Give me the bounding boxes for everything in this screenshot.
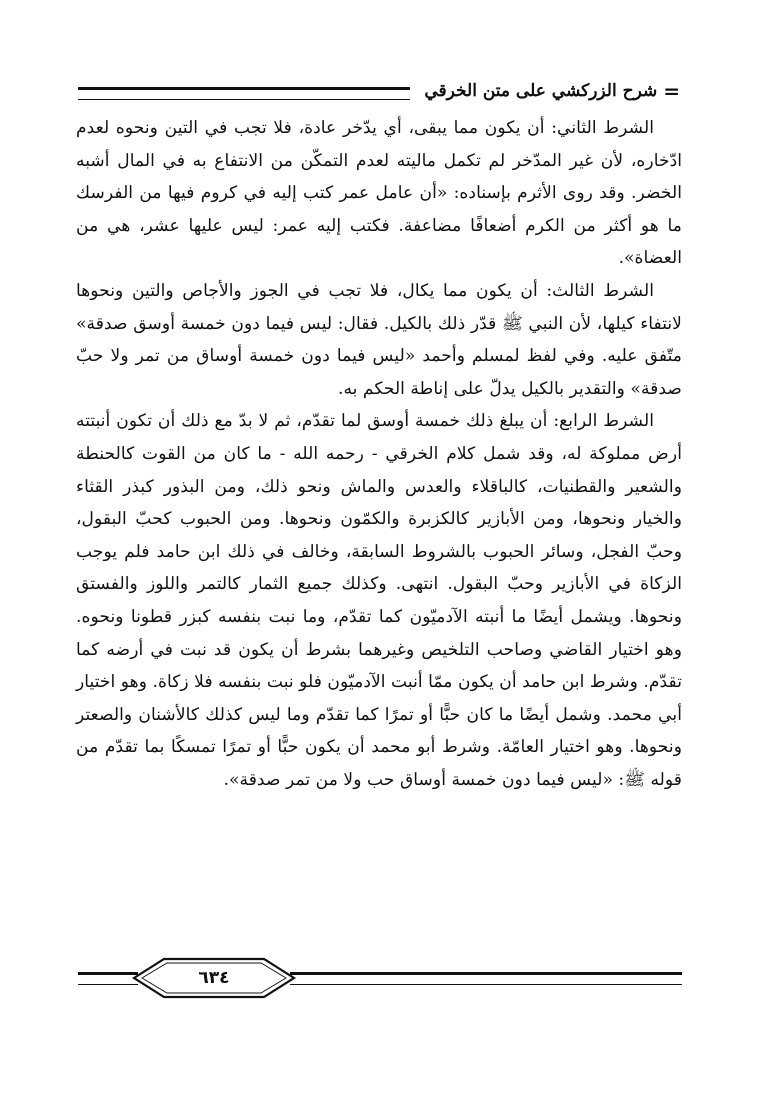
page-number: ٦٣٤	[198, 968, 230, 988]
page-footer	[78, 956, 682, 1000]
paragraph-condition-two: الشرط الثاني: أن يكون مما يبقى، أي يدّخر عادة، فلا تجب في التين ونحوه لعدم ادّخاره، لأن غير المدّخر لم تكمل ماليته لعدم التمكّن من الانتفاع به في المال أشبه الخضر. وقد روى الأثرم بإسناده: «أن عامل عمر كتب إليه في كروم فيها من الفرسك ما هو أكثر من الكرم أضعافًا مضاعفة. فكتب إليه عمر: ليس عليها عشر، هي من العضاة».	[76, 118, 682, 269]
header-dash: =	[663, 79, 680, 103]
paragraph-condition-three: الشرط الثالث: أن يكون مما يكال، فلا تجب في الجوز والأجاص والتين ونحوها لانتفاء كيلها، لأن النبي ﷺ قدّر ذلك بالكيل. فقال: ليس فيما دون خمسة أوسق صدقة» متّفق عليه. وفي لفظ لمسلم وأحمد «ليس فيما دون خمسة أوساق من تمر ولا حبّ صدقة» والتقدير بالكيل يدلّ على إناطة الحكم به.	[76, 280, 682, 399]
header-rule	[78, 87, 410, 100]
footer-rule-left	[78, 972, 138, 985]
body-text	[76, 112, 682, 796]
footer-rule-right	[290, 972, 682, 985]
page-number-badge	[130, 956, 298, 1000]
header-title: شرح الزركشي على متن الخرقي	[424, 81, 658, 101]
running-header	[78, 74, 680, 108]
paragraph-condition-four: الشرط الرابع: أن يبلغ ذلك خمسة أوسق لما تقدّم، ثم لا بدّ مع ذلك أن تكون أنبتته أرض مملوكة له، وقد شمل كلام الخرقي - رحمه الله - ما كان من القوت كالحنطة والشعير والقطنيات، كالباقلاء والعدس والماش ونحو ذلك، ومن البذور كبذر القثاء والخيار ونحوها، ومن الأبازير كالكزبرة والكمّون ونحوها. ومن الحبوب كحبّ البقول، وحبّ الفجل، وسائر الحبوب بالشروط السابقة، وخالف في ذلك ابن حامد فلم يوجب الزكاة في الأبازير وحبّ البقول. انتهى. وكذلك جميع الثمار كالتمر واللوز والفستق ونحوها. ويشمل أيضًا ما أنبته الآدميّون كما تقدّم، وما نبت بنفسه كبزر قطونا ونحوه. وهو اختيار القاضي وصاحب التلخيص وغيرهما بشرط أن يكون قد نبت في أرضه كما تقدّم. وشرط ابن حامد أن يكون ممّا أنبت الآدميّون فلو نبت بنفسه فلا زكاة. وهو اختيار أبي محمد. وشمل أيضًا ما كان حبًّا أو تمرًا كما تقدّم وما ليس كذلك كالأشنان والصعتر ونحوها. وهو اختيار العامّة. وشرط أبو محمد أن يكون حبًّا أو تمرًا تمسكًا بما تقدّم من قوله ﷺ: «ليس فيما دون خمسة أوساق حب ولا من تمر صدقة».	[76, 411, 682, 790]
